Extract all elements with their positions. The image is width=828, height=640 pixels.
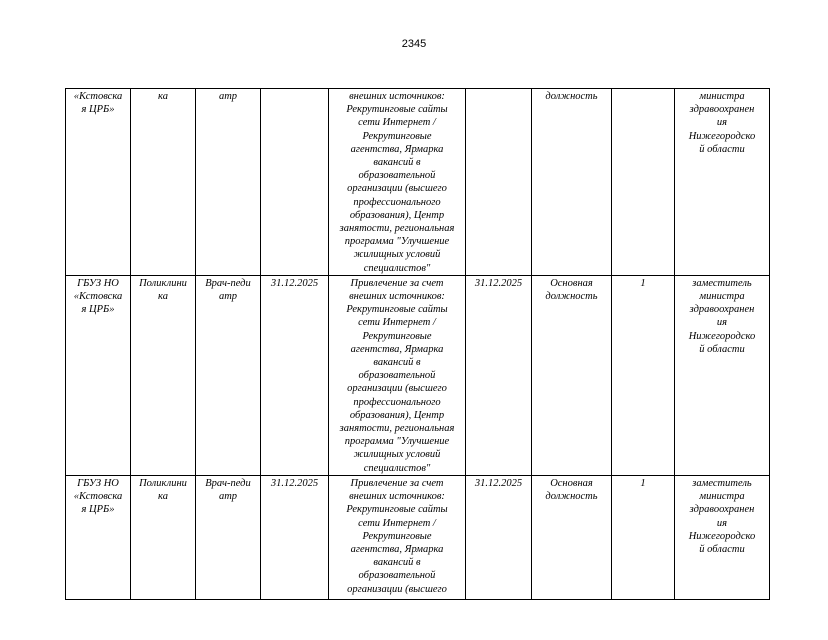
org-cell: ГБУЗ НО «Кстовска я ЦРБ» xyxy=(66,475,131,599)
position-cell: Врач-педи атр xyxy=(196,475,261,599)
count-cell xyxy=(612,89,675,276)
table-row xyxy=(66,89,770,276)
sources-cell: Привлечение за счет внешних источников: Рекрутинговые сайты сети Интернет / Рекрутинговые агентства, Ярмарка вакансий в образовательной организации (высшего xyxy=(329,475,466,599)
job-type-cell: Основная должность xyxy=(532,275,612,475)
responsible-cell: заместитель министра здравоохранен ия Нижегородско й области xyxy=(675,275,770,475)
date-cell xyxy=(261,89,329,276)
table-row xyxy=(66,475,770,599)
position-cell: атр xyxy=(196,89,261,276)
org-cell: ГБУЗ НО «Кстовска я ЦРБ» xyxy=(66,275,131,475)
unit-cell: ка xyxy=(131,89,196,276)
responsible-cell: министра здравоохранен ия Нижегородско й области xyxy=(675,89,770,276)
sources-cell: внешних источников: Рекрутинговые сайты сети Интернет / Рекрутинговые агентства, Ярмарка вакансий в образовательной организации (высшего профессионального образования), Центр занятости, региональная программа "Улучшение жилищных условий специалистов" xyxy=(329,89,466,276)
org-cell: «Кстовска я ЦРБ» xyxy=(66,89,131,276)
date-cell: 31.12.2025 xyxy=(466,275,532,475)
job-type-cell: Основная должность xyxy=(532,475,612,599)
unit-cell: Поликлини ка xyxy=(131,475,196,599)
date-cell: 31.12.2025 xyxy=(466,475,532,599)
count-cell: 1 xyxy=(612,475,675,599)
job-type-cell: должность xyxy=(532,89,612,276)
date-cell: 31.12.2025 xyxy=(261,275,329,475)
page-number: 2345 xyxy=(401,38,427,50)
date-cell: 31.12.2025 xyxy=(261,475,329,599)
staffing-table xyxy=(65,88,770,600)
unit-cell: Поликлини ка xyxy=(131,275,196,475)
count-cell: 1 xyxy=(612,275,675,475)
position-cell: Врач-педи атр xyxy=(196,275,261,475)
responsible-cell: заместитель министра здравоохранен ия Нижегородско й области xyxy=(675,475,770,599)
table-row xyxy=(66,275,770,475)
sources-cell: Привлечение за счет внешних источников: Рекрутинговые сайты сети Интернет / Рекрутинговые агентства, Ярмарка вакансий в образовательной организации (высшего профессионального образования), Центр занятости, региональная программа "Улучшение жилищных условий специалистов" xyxy=(329,275,466,475)
date-cell xyxy=(466,89,532,276)
